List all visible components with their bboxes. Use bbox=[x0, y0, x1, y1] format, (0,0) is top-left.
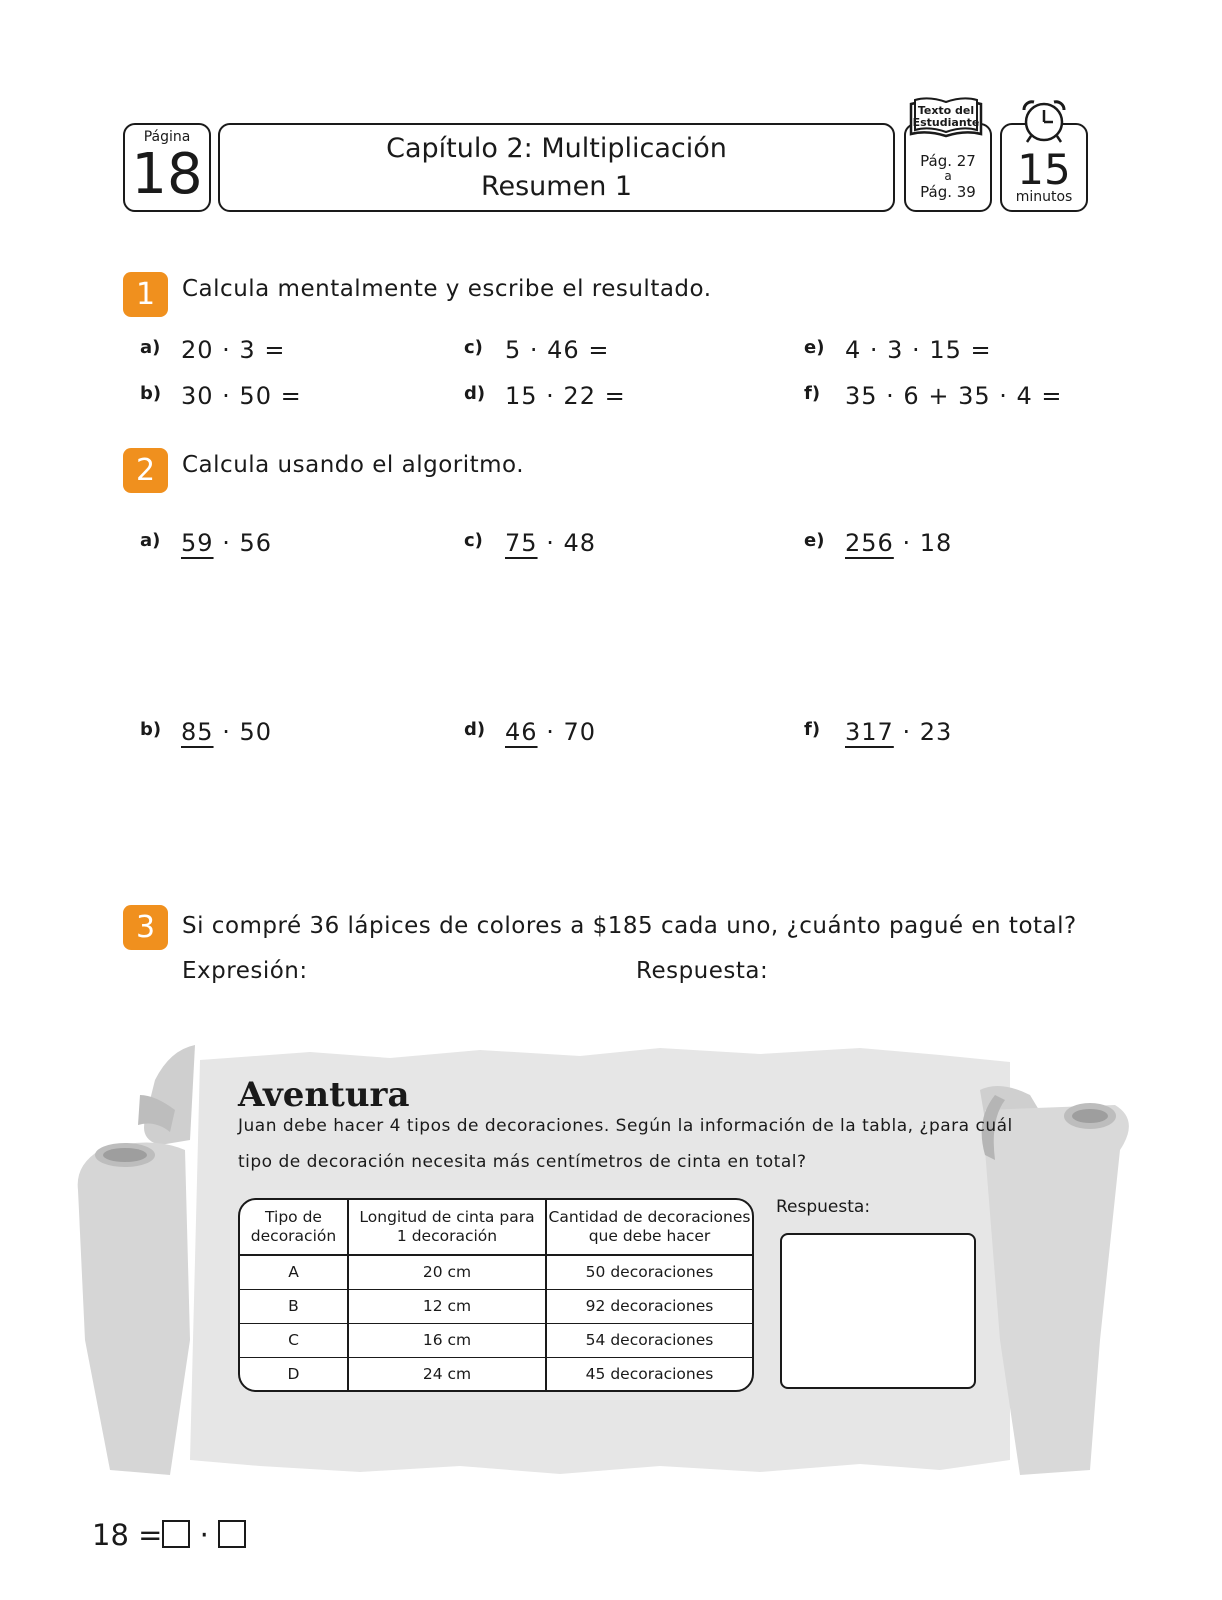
page-number: 18 bbox=[131, 142, 203, 207]
page-from: Pág. 27 bbox=[920, 152, 976, 170]
table-cell: 16 cm bbox=[349, 1324, 547, 1358]
item-letter: b) bbox=[140, 719, 162, 740]
expression: 20 · 3 = bbox=[181, 336, 286, 364]
table-row bbox=[240, 1358, 752, 1390]
table-header: Cantidad de decoraciones que debe hacer bbox=[547, 1200, 752, 1256]
table-cell: 54 decoraciones bbox=[547, 1324, 752, 1358]
table-cell: 92 decoraciones bbox=[547, 1290, 752, 1324]
dot: · bbox=[546, 529, 555, 557]
page-to: Pág. 39 bbox=[920, 183, 976, 201]
table-cell: 50 decoraciones bbox=[547, 1256, 752, 1290]
page-number-box bbox=[123, 123, 211, 212]
section-2-prompt: Calcula usando el algoritmo. bbox=[182, 452, 525, 478]
item-letter: b) bbox=[140, 383, 162, 404]
factor-b: 56 bbox=[239, 529, 273, 557]
item-letter: a) bbox=[140, 337, 161, 358]
svg-text:Estudiante: Estudiante bbox=[912, 116, 980, 129]
expression: 4 · 3 · 15 = bbox=[845, 336, 992, 364]
section-2-badge: 2 bbox=[123, 448, 168, 493]
table-header-row bbox=[240, 1200, 752, 1256]
adventure-text-line-2: tipo de decoración necesita más centímetros de cinta en total? bbox=[238, 1152, 807, 1172]
item-letter: d) bbox=[464, 383, 486, 404]
adventure-title: Aventura bbox=[238, 1075, 410, 1115]
expression: 15 · 22 = bbox=[505, 382, 626, 410]
adventure-answer-label: Respuesta: bbox=[776, 1197, 871, 1217]
dot: · bbox=[902, 718, 912, 746]
adventure-text-line-1: Juan debe hacer 4 tipos de decoraciones. Según la información de la tabla, ¿para cuál bbox=[238, 1116, 1013, 1136]
blank-square[interactable] bbox=[162, 1520, 190, 1548]
factor-b: 50 bbox=[239, 718, 273, 746]
section-3-question: Si compré 36 lápices de colores a $185 cada uno, ¿cuánto pagué en total? bbox=[182, 913, 1077, 939]
chapter-title-box bbox=[218, 123, 895, 212]
factor-b: 48 bbox=[563, 529, 597, 557]
table-cell: 24 cm bbox=[349, 1358, 547, 1390]
algorithm-expression bbox=[505, 718, 596, 746]
section-1-prompt: Calcula mentalmente y escribe el resultado. bbox=[182, 276, 712, 302]
item-letter: d) bbox=[464, 719, 486, 740]
blank-square[interactable] bbox=[218, 1520, 246, 1548]
item-letter: e) bbox=[804, 530, 825, 551]
chapter-title: Capítulo 2: Multiplicación bbox=[386, 133, 727, 164]
dot: · bbox=[546, 718, 555, 746]
algorithm-expression bbox=[181, 529, 272, 557]
expression: 5 · 46 = bbox=[505, 336, 610, 364]
factor-a: 317 bbox=[845, 718, 894, 746]
table-cell: C bbox=[240, 1324, 349, 1358]
algorithm-expression bbox=[845, 529, 952, 557]
dot: · bbox=[222, 718, 231, 746]
factor-b: 18 bbox=[919, 529, 953, 557]
factor-a: 46 bbox=[505, 718, 538, 746]
expression: 35 · 6 + 35 · 4 = bbox=[845, 382, 1063, 410]
table-row bbox=[240, 1256, 752, 1290]
table-cell: 20 cm bbox=[349, 1256, 547, 1290]
factor-b: 23 bbox=[919, 718, 953, 746]
section-3-badge: 3 bbox=[123, 905, 168, 950]
footer-equals: = bbox=[138, 1518, 163, 1552]
dot: · bbox=[222, 529, 231, 557]
chapter-subtitle: Resumen 1 bbox=[480, 171, 633, 202]
table-row bbox=[240, 1324, 752, 1358]
svg-text:Texto del: Texto del bbox=[917, 104, 975, 117]
footer-dot: · bbox=[199, 1518, 209, 1552]
page-label: Página bbox=[143, 129, 191, 145]
section-1-badge: 1 bbox=[123, 272, 168, 317]
table-header: Tipo de decoración bbox=[240, 1200, 349, 1256]
factor-a: 75 bbox=[505, 529, 538, 557]
table-cell: 45 decoraciones bbox=[585, 1364, 714, 1383]
item-letter: c) bbox=[464, 530, 483, 551]
table-cell: B bbox=[240, 1290, 349, 1324]
item-letter: c) bbox=[464, 337, 483, 358]
item-letter: a) bbox=[140, 530, 161, 551]
item-letter: f) bbox=[804, 719, 821, 740]
table-cell: D bbox=[240, 1358, 349, 1390]
factor-a: 59 bbox=[181, 529, 214, 557]
table-cell: A bbox=[240, 1256, 349, 1290]
time-unit: minutos bbox=[1015, 189, 1073, 205]
item-letter: f) bbox=[804, 383, 821, 404]
table-row bbox=[240, 1290, 752, 1324]
time-value: 15 bbox=[1017, 145, 1071, 194]
adventure-answer-box[interactable] bbox=[780, 1233, 976, 1389]
algorithm-expression bbox=[505, 529, 596, 557]
algorithm-expression bbox=[181, 718, 272, 746]
factor-a: 256 bbox=[845, 529, 894, 557]
factor-a: 85 bbox=[181, 718, 214, 746]
alarm-clock-icon bbox=[1016, 96, 1072, 146]
item-letter: e) bbox=[804, 337, 825, 358]
footer-equation bbox=[92, 1518, 246, 1552]
book-icon bbox=[907, 94, 985, 142]
decorations-table bbox=[238, 1198, 754, 1392]
expression-label: Expresión: bbox=[182, 958, 308, 984]
expression: 30 · 50 = bbox=[181, 382, 302, 410]
dot: · bbox=[902, 529, 912, 557]
answer-label: Respuesta: bbox=[636, 958, 769, 984]
footer-number: 18 bbox=[92, 1518, 129, 1552]
page-separator: a bbox=[944, 169, 952, 183]
factor-b: 70 bbox=[563, 718, 597, 746]
table-cell: 12 cm bbox=[349, 1290, 547, 1324]
table-header: Longitud de cinta para 1 decoración bbox=[349, 1200, 547, 1256]
algorithm-expression bbox=[845, 718, 952, 746]
